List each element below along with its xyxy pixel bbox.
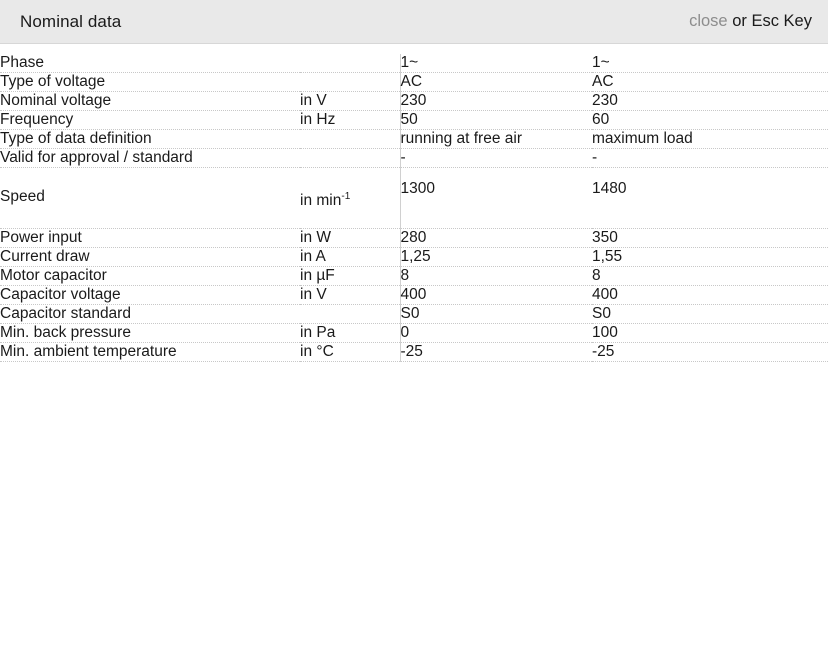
close-button[interactable]: close bbox=[689, 12, 728, 30]
table-body bbox=[0, 54, 828, 362]
row-value-column-1: 8 bbox=[400, 267, 592, 286]
row-value-column-2: -25 bbox=[592, 343, 828, 362]
row-unit-base: in min bbox=[300, 192, 342, 209]
row-unit-exponent: -1 bbox=[341, 190, 351, 202]
row-value-column-2: S0 bbox=[592, 305, 828, 324]
row-value-column-2: AC bbox=[592, 73, 828, 92]
row-unit: in A bbox=[300, 248, 400, 267]
row-unit: in µF bbox=[300, 267, 400, 286]
row-value-column-1: running at free air bbox=[400, 130, 592, 149]
row-label: Nominal voltage bbox=[0, 92, 300, 111]
table-row bbox=[0, 267, 828, 286]
row-value-column-2: 60 bbox=[592, 111, 828, 130]
row-value-column-2: 230 bbox=[592, 92, 828, 111]
table-row bbox=[0, 130, 828, 149]
row-unit bbox=[300, 73, 400, 92]
row-label: Speed bbox=[0, 168, 300, 229]
row-label: Frequency bbox=[0, 111, 300, 130]
row-unit bbox=[300, 130, 400, 149]
row-value-column-1: 1,25 bbox=[400, 248, 592, 267]
row-value-column-2: 1,55 bbox=[592, 248, 828, 267]
row-value-column-1: S0 bbox=[400, 305, 592, 324]
row-label: Min. ambient temperature bbox=[0, 343, 300, 362]
row-label: Power input bbox=[0, 229, 300, 248]
row-value-column-1: 230 bbox=[400, 92, 592, 111]
row-value-column-1: 1300 bbox=[400, 168, 592, 229]
table-row bbox=[0, 54, 828, 73]
table-row bbox=[0, 343, 828, 362]
page-title: Nominal data bbox=[20, 11, 122, 31]
row-value-column-2: 1480 bbox=[592, 168, 828, 229]
row-value-column-1: 0 bbox=[400, 324, 592, 343]
row-label: Capacitor voltage bbox=[0, 286, 300, 305]
row-unit: in Hz bbox=[300, 111, 400, 130]
row-value-column-1: 280 bbox=[400, 229, 592, 248]
table-row bbox=[0, 286, 828, 305]
row-label: Capacitor standard bbox=[0, 305, 300, 324]
row-label: Min. back pressure bbox=[0, 324, 300, 343]
row-value-column-1: - bbox=[400, 149, 592, 168]
table-row bbox=[0, 168, 828, 229]
nominal-data-table bbox=[0, 54, 828, 362]
row-unit bbox=[300, 149, 400, 168]
table-row bbox=[0, 73, 828, 92]
table-row bbox=[0, 248, 828, 267]
row-value-column-1: -25 bbox=[400, 343, 592, 362]
table-row bbox=[0, 92, 828, 111]
row-label: Valid for approval / standard bbox=[0, 149, 300, 168]
row-value-column-1: 50 bbox=[400, 111, 592, 130]
esc-key-hint: or Esc Key bbox=[727, 12, 812, 30]
row-value-column-2: 100 bbox=[592, 324, 828, 343]
row-value-column-2: - bbox=[592, 149, 828, 168]
row-unit bbox=[300, 305, 400, 324]
panel-titlebar bbox=[0, 0, 828, 44]
row-value-column-2: 1~ bbox=[592, 54, 828, 73]
row-unit: in Pa bbox=[300, 324, 400, 343]
table-row bbox=[0, 305, 828, 324]
row-unit: in W bbox=[300, 229, 400, 248]
row-label: Current draw bbox=[0, 248, 300, 267]
table-row bbox=[0, 229, 828, 248]
table-row bbox=[0, 111, 828, 130]
row-unit bbox=[300, 168, 400, 229]
row-value-column-2: 8 bbox=[592, 267, 828, 286]
row-unit bbox=[300, 54, 400, 73]
row-label: Phase bbox=[0, 54, 300, 73]
row-unit: in °C bbox=[300, 343, 400, 362]
row-label: Motor capacitor bbox=[0, 267, 300, 286]
row-unit: in V bbox=[300, 92, 400, 111]
row-value-column-2: maximum load bbox=[592, 130, 828, 149]
row-value-column-2: 400 bbox=[592, 286, 828, 305]
table-row bbox=[0, 324, 828, 343]
row-unit: in V bbox=[300, 286, 400, 305]
row-value-column-1: AC bbox=[400, 73, 592, 92]
row-value-column-1: 400 bbox=[400, 286, 592, 305]
table-row bbox=[0, 149, 828, 168]
close-controls bbox=[689, 12, 812, 31]
row-value-column-2: 350 bbox=[592, 229, 828, 248]
row-value-column-1: 1~ bbox=[400, 54, 592, 73]
row-label: Type of voltage bbox=[0, 73, 300, 92]
row-label: Type of data definition bbox=[0, 130, 300, 149]
